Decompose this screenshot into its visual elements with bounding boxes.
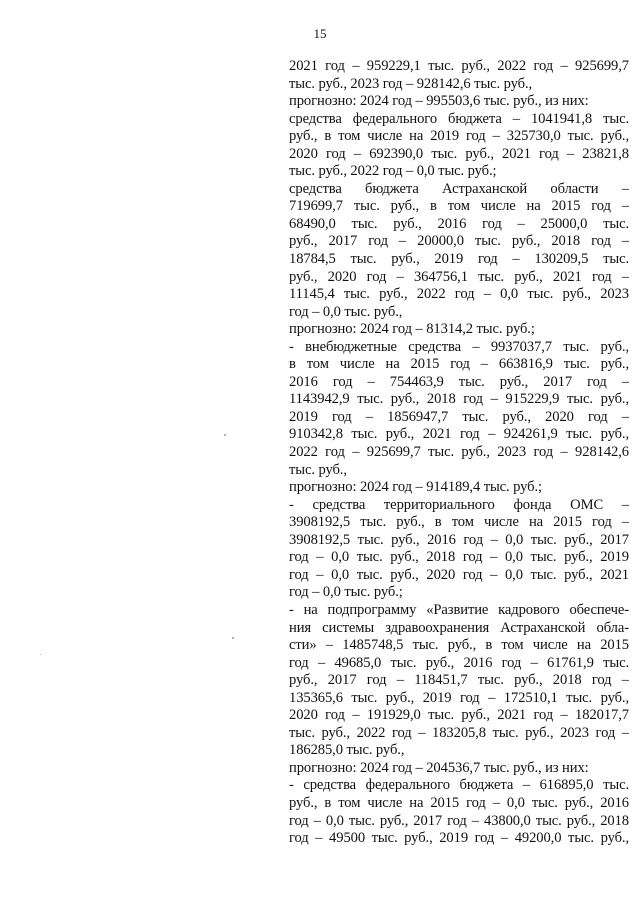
scan-speck <box>224 434 226 436</box>
text-line: тыс. руб., 2022 год – 0,0 тыс. руб.; <box>289 163 497 180</box>
text-line: 2020 год – 692390,0 тыс. руб., 2021 год – 23821,8 <box>289 145 629 162</box>
text-line: - внебюджетные средства – 9937037,7 тыс. руб., <box>289 338 629 355</box>
page-number: 15 <box>313 26 327 41</box>
text-line: 910342,8 тыс. руб., 2021 год – 924261,9 тыс. руб., <box>289 426 629 443</box>
text-line: 186285,0 тыс. руб., <box>289 742 405 759</box>
text-line: год – 0,0 тыс. руб., 2018 год – 0,0 тыс. руб., 2019 <box>289 549 629 566</box>
text-line: руб., в том числе на 2019 год – 325730,0 тыс. руб., <box>289 128 629 145</box>
text-line: - на подпрограмму «Развитие кадрового обеспече- <box>289 601 629 618</box>
text-line: 11145,4 тыс. руб., 2022 год – 0,0 тыс. руб., 2023 <box>289 286 629 303</box>
scan-speck <box>232 637 234 639</box>
text-line: прогнозно: 2024 год – 914189,4 тыс. руб.; <box>289 479 542 496</box>
text-line: 2019 год – 1856947,7 тыс. руб., 2020 год – <box>289 408 629 425</box>
text-line: средства федерального бюджета – 1041941,8 тыс. <box>289 110 629 127</box>
text-line: год – 49500 тыс. руб., 2019 год – 49200,0 тыс. руб., <box>289 830 629 847</box>
text-line: год – 49685,0 тыс. руб., 2016 год – 61761,9 тыс. <box>289 654 629 671</box>
text-line: 1143942,9 тыс. руб., 2018 год – 915229,9 тыс. руб., <box>289 391 629 408</box>
text-line: 135365,6 тыс. руб., 2019 год – 172510,1 тыс. руб., <box>289 689 629 706</box>
scan-speck <box>40 654 41 655</box>
text-line: 3908192,5 тыс. руб., в том числе на 2015 год – <box>289 514 629 531</box>
body-text <box>289 58 629 848</box>
text-line: тыс. руб., 2022 год – 183205,8 тыс. руб., 2023 год – <box>289 724 629 741</box>
text-line: год – 0,0 тыс. руб.; <box>289 584 403 601</box>
text-line: прогнозно: 2024 год – 81314,2 тыс. руб.; <box>289 321 535 338</box>
text-line: - средства территориального фонда ОМС – <box>289 496 629 513</box>
text-line: руб., в том числе на 2015 год – 0,0 тыс. руб., 2016 <box>289 794 629 811</box>
text-line: 2016 год – 754463,9 тыс. руб., 2017 год – <box>289 373 629 390</box>
text-line: прогнозно: 2024 год – 204536,7 тыс. руб., из них: <box>289 759 589 776</box>
text-line: тыс. руб., <box>289 461 347 478</box>
text-line: 3908192,5 тыс. руб., 2016 год – 0,0 тыс. руб., 2017 <box>289 531 629 548</box>
text-line: - средства федерального бюджета – 616895,0 тыс. <box>289 777 629 794</box>
text-line: прогнозно: 2024 год – 995503,6 тыс. руб., из них: <box>289 93 589 110</box>
text-line: 719699,7 тыс. руб., в том числе на 2015 год – <box>289 198 629 215</box>
text-line: средства бюджета Астраханской области – <box>289 180 629 197</box>
text-line: руб., 2017 год – 20000,0 тыс. руб., 2018 год – <box>289 233 629 250</box>
text-line: тыс. руб., 2023 год – 928142,6 тыс. руб., <box>289 75 533 92</box>
text-line: 68490,0 тыс. руб., 2016 год – 25000,0 тыс. <box>289 215 629 232</box>
text-line: ния системы здравоохранения Астраханской обла- <box>289 619 629 636</box>
text-line: руб., 2020 год – 364756,1 тыс. руб., 2021 год – <box>289 268 629 285</box>
text-line: 2022 год – 925699,7 тыс. руб., 2023 год – 928142,6 <box>289 444 629 461</box>
text-line: руб., 2017 год – 118451,7 тыс. руб., 2018 год – <box>289 672 629 689</box>
text-line: 18784,5 тыс. руб., 2019 год – 130209,5 тыс. <box>289 251 629 268</box>
text-line: сти» – 1485748,5 тыс. руб., в том числе на 2015 <box>289 637 629 654</box>
text-line: в том числе на 2015 год – 663816,9 тыс. руб., <box>289 356 629 373</box>
text-line: 2020 год – 191929,0 тыс. руб., 2021 год – 182017,7 <box>289 707 629 724</box>
text-line: год – 0,0 тыс. руб., 2017 год – 43800,0 тыс. руб., 2018 <box>289 812 629 829</box>
text-line: 2021 год – 959229,1 тыс. руб., 2022 год – 925699,7 <box>289 58 629 74</box>
text-line: год – 0,0 тыс. руб., <box>289 303 403 320</box>
text-line: год – 0,0 тыс. руб., 2020 год – 0,0 тыс. руб., 2021 <box>289 566 629 583</box>
